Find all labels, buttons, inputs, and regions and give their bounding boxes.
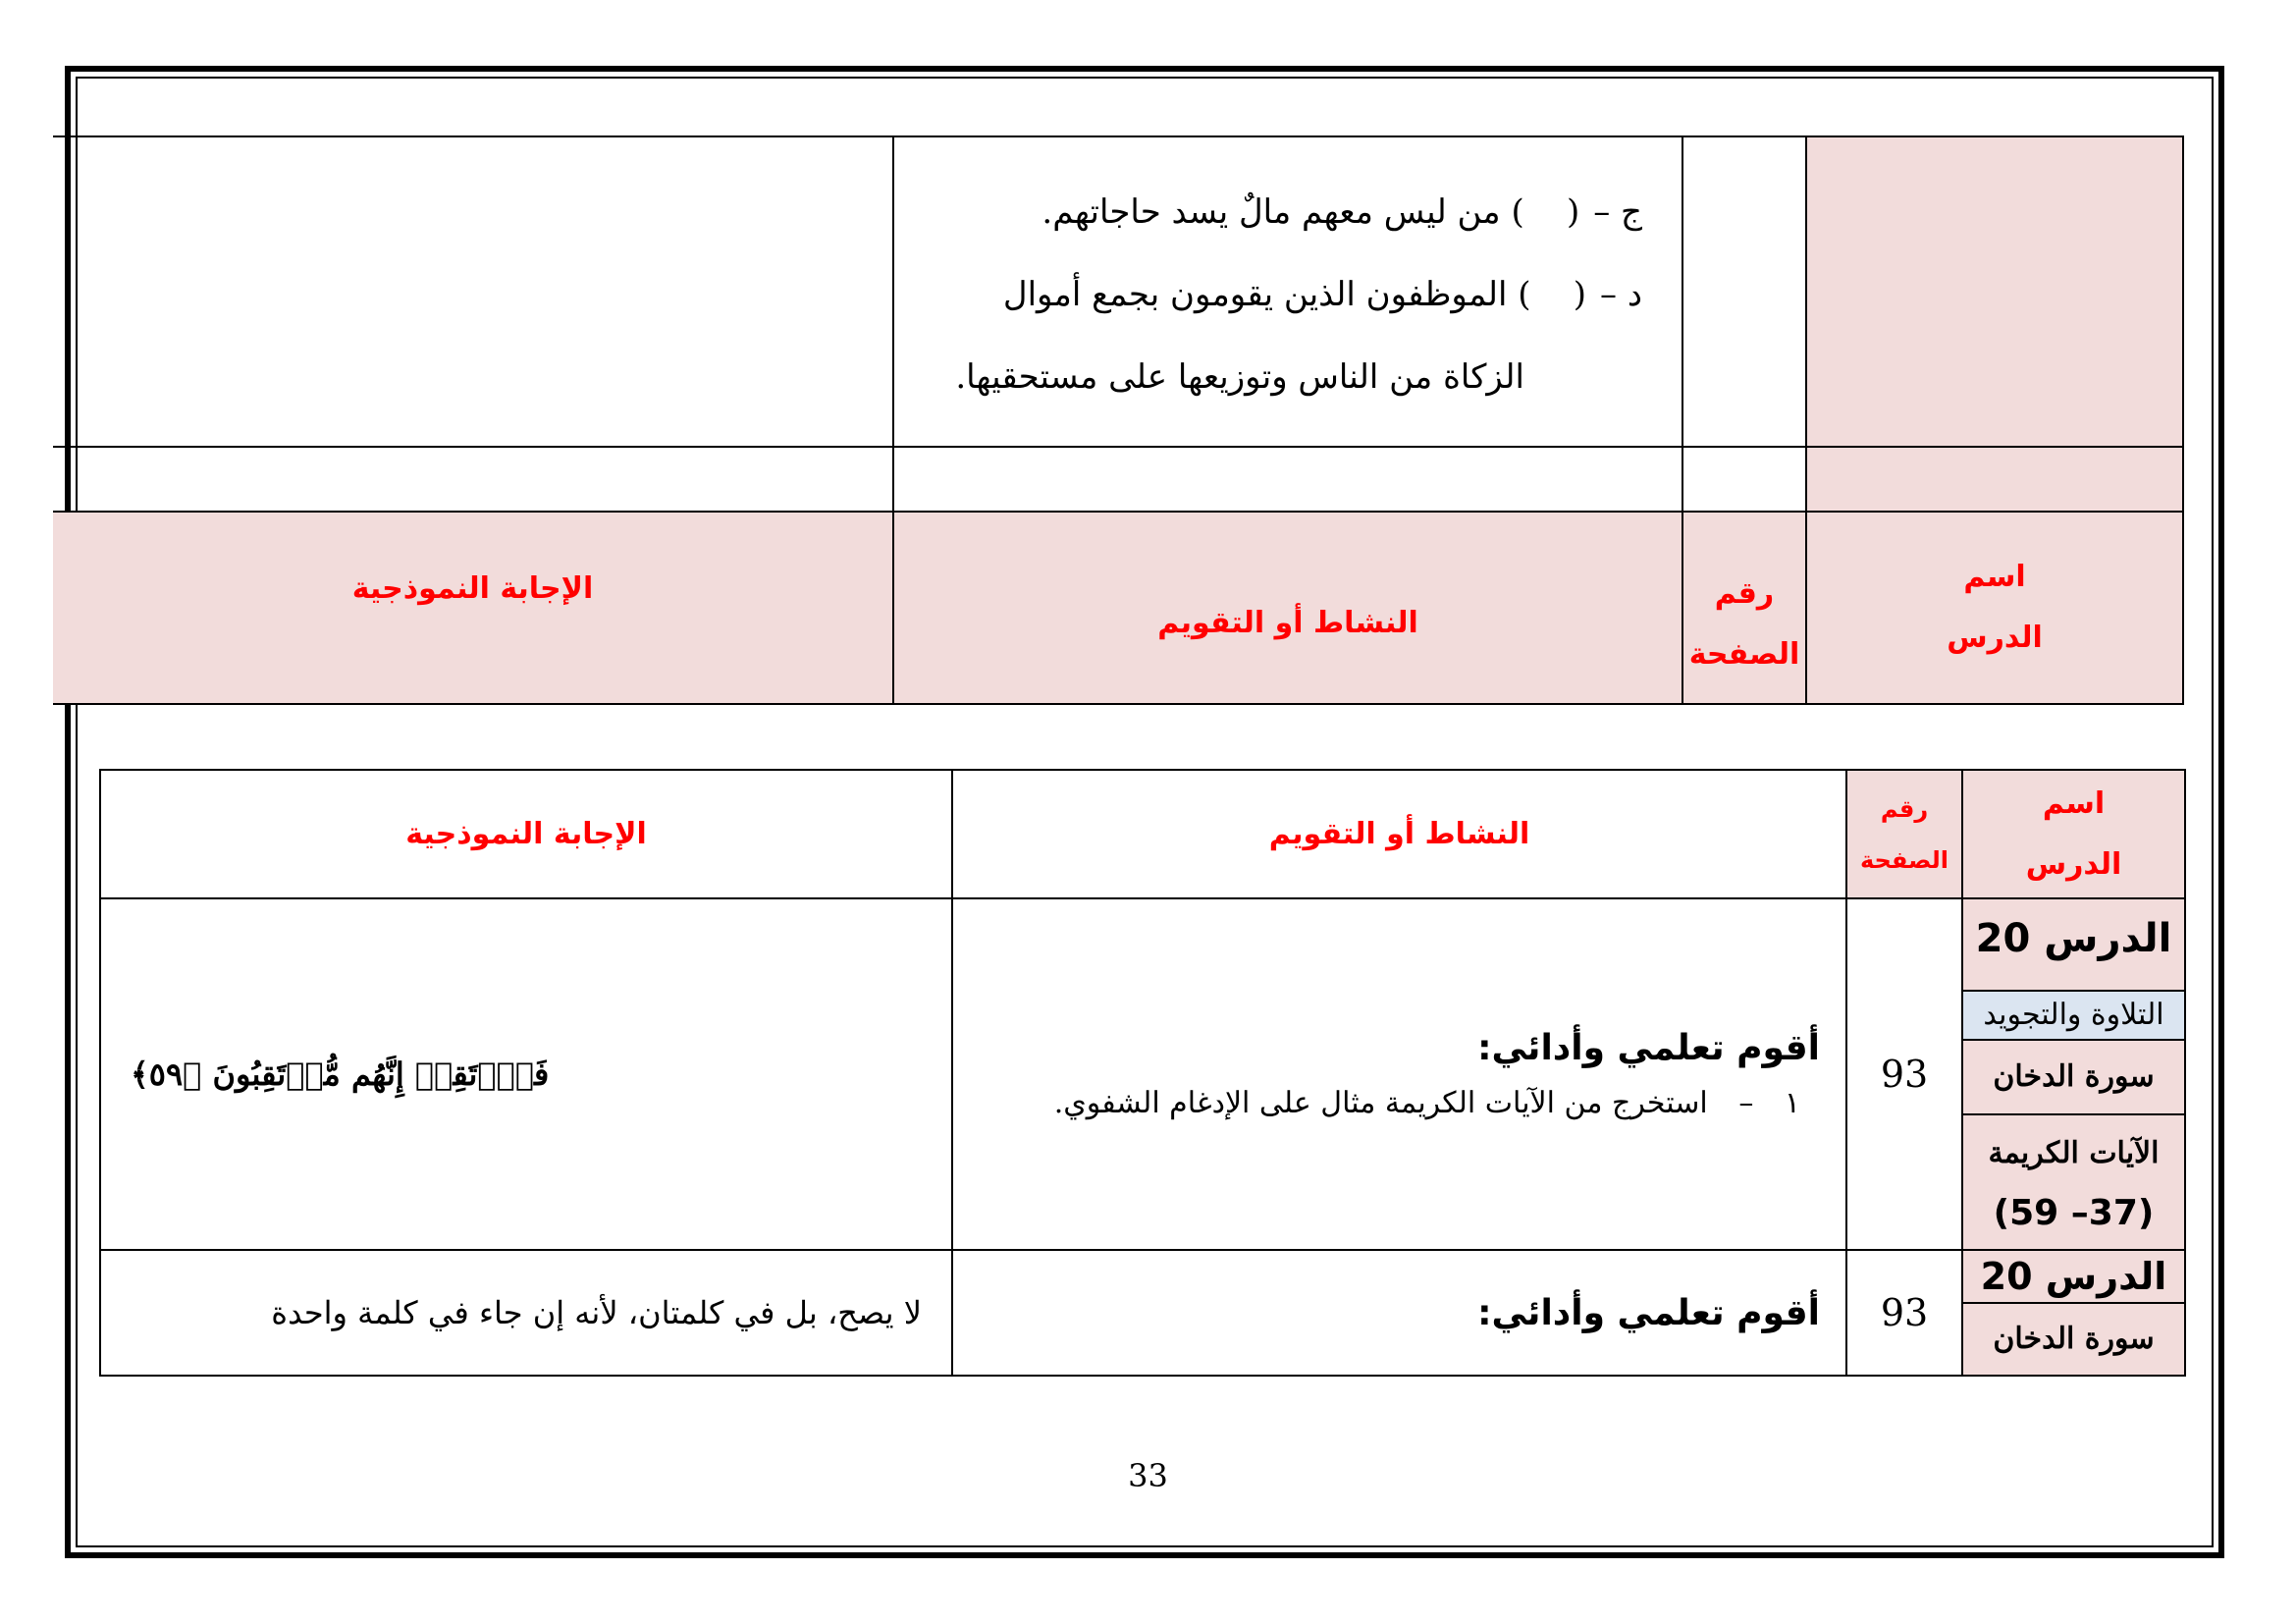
header-activity: النشاط أو التقويم	[893, 512, 1682, 704]
spacer-cell	[53, 447, 893, 512]
top-table	[53, 135, 2184, 705]
answer-cell	[100, 898, 952, 1250]
activity-cell	[952, 1250, 1846, 1376]
answer-verse: فَٱرۡتَقِبۡ إِنَّهُم مُّرۡتَقِبُونَ ﴿٥٩﴾	[131, 1056, 550, 1093]
lesson-name-cell-empty	[1806, 136, 2183, 447]
lesson-cell	[1962, 898, 2185, 1250]
page-no-cell-empty	[1682, 136, 1806, 447]
spacer-cell	[1806, 447, 2183, 512]
lesson-cell	[1962, 1250, 2185, 1376]
lesson-verses: الآيات الكريمة (37– 59)	[1988, 1136, 2160, 1233]
item-d-continuation: الزكاة من الناس وتوزيعها على مستحقيها.	[955, 357, 1524, 397]
spacer-cell	[893, 447, 1682, 512]
header-lesson-name: اسم الدرس	[1962, 770, 2185, 898]
page-number-cell: 93	[1846, 1250, 1962, 1376]
answer-text: لا يصح، بل في كلمتان، لأنه إن جاء في كلمة واحدة	[271, 1294, 922, 1331]
activity-item: ١ – استخرج من الآيات الكريمة مثال على الإدغام الشفوي.	[1053, 1086, 1800, 1120]
header-lesson-name: اسم الدرس	[1806, 512, 2183, 704]
activity-cell	[893, 136, 1682, 447]
page-number-cell: 93	[1846, 898, 1962, 1250]
header-page-no: رقم الصفحة	[1682, 512, 1806, 704]
activity-heading: أقوم تعلمي وأدائي:	[1477, 1292, 1820, 1333]
main-table	[99, 769, 2186, 1377]
header-page-no: رقم الصفحة	[1846, 770, 1962, 898]
header-activity: النشاط أو التقويم	[952, 770, 1846, 898]
activity-heading: أقوم تعلمي وأدائي:	[1477, 1028, 1820, 1068]
header-model-answer: الإجابة النموذجية	[53, 512, 893, 704]
spacer-cell	[1682, 447, 1806, 512]
answer-cell-empty	[53, 136, 893, 447]
lesson-section: التلاوة والتجويد	[1963, 992, 2184, 1041]
lesson-title: الدرس 20	[1963, 899, 2184, 992]
lesson-surah: سورة الدخان	[1993, 1322, 2155, 1356]
activity-cell	[952, 898, 1846, 1250]
page-number: 33	[1128, 1457, 1168, 1494]
lesson-surah: سورة الدخان	[1963, 1041, 2184, 1115]
answer-cell	[100, 1250, 952, 1376]
header-model-answer: الإجابة النموذجية	[100, 770, 952, 898]
lesson-title: الدرس 20	[1963, 1251, 2184, 1304]
item-d: د –( ) الموظفون الذين يقومون بجمع أموال	[1002, 275, 1642, 314]
item-j: ج –( ) من ليس معهم مالٌ يسد حاجاتهم.	[1041, 192, 1642, 232]
